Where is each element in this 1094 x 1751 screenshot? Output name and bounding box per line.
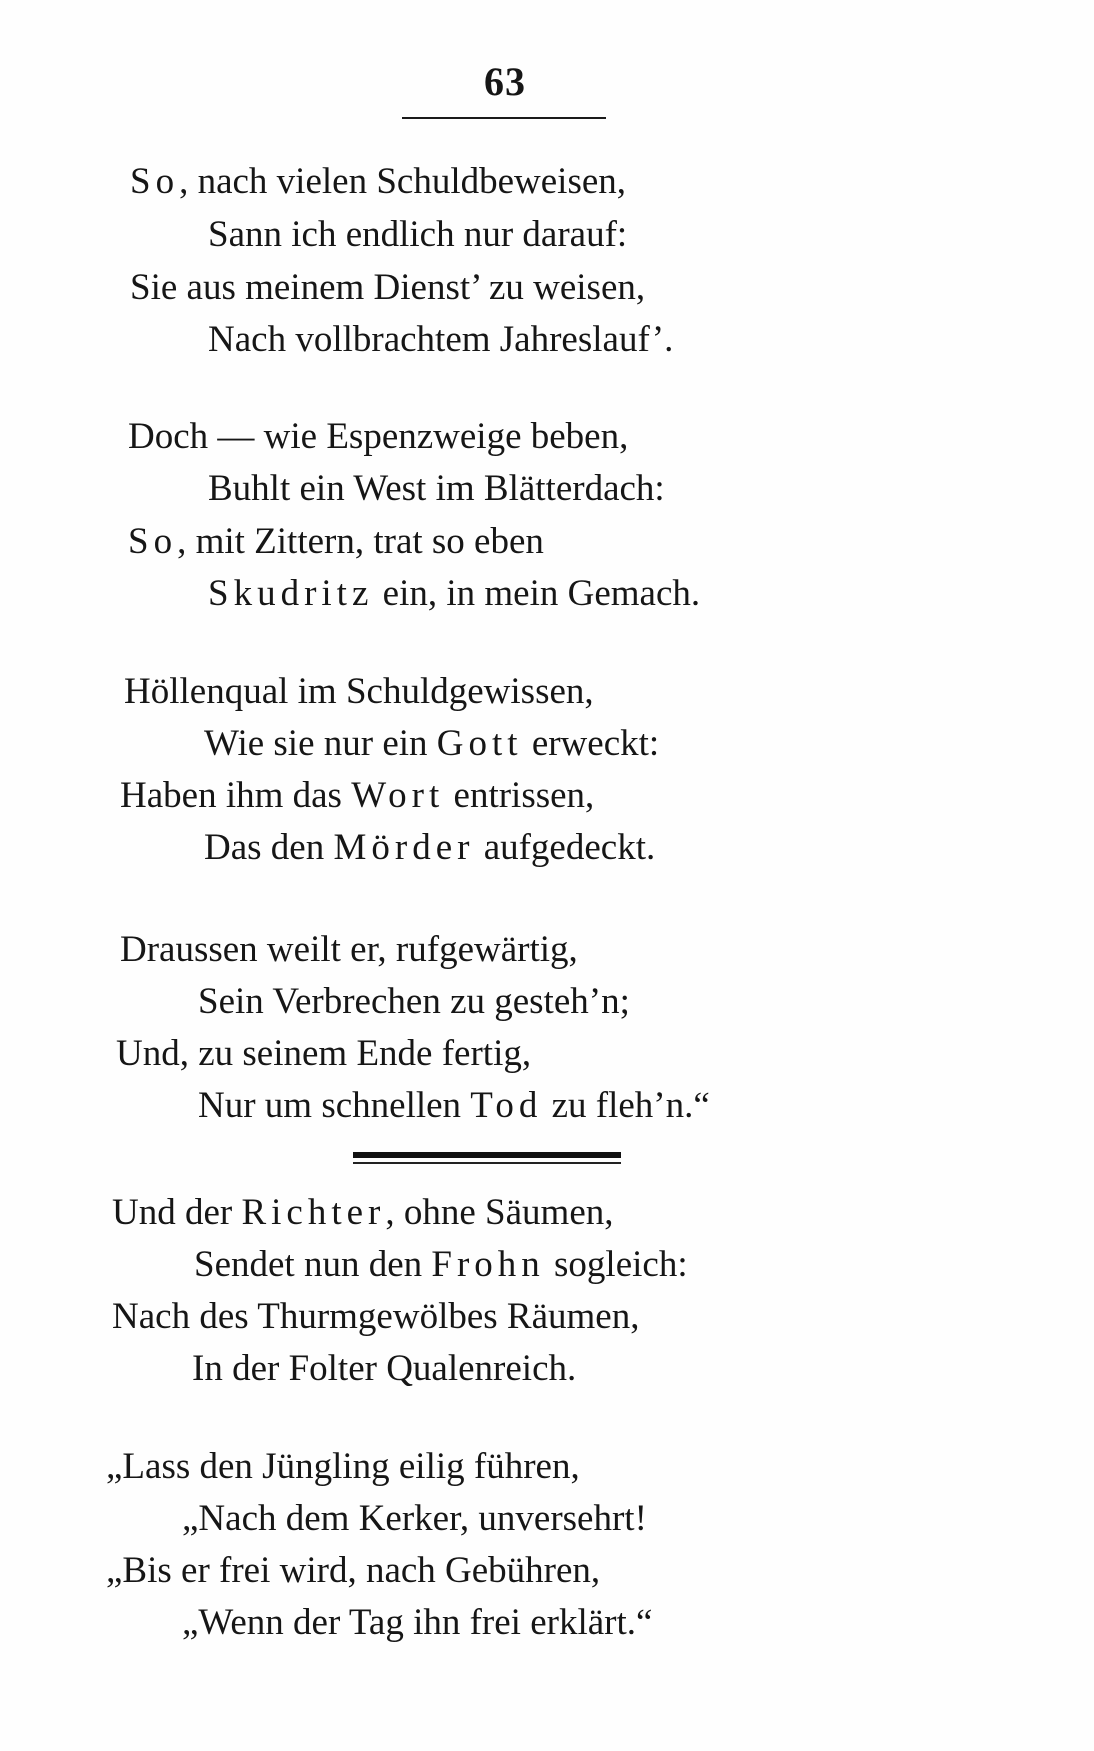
verse-line	[130, 266, 645, 310]
verse-line	[208, 213, 627, 257]
verse-text: ein, in mein Gemach.	[373, 573, 701, 614]
verse-line	[198, 980, 630, 1024]
verse-line	[112, 1295, 639, 1339]
verse-line	[120, 928, 578, 972]
verse-line	[106, 1549, 600, 1593]
verse-text: sogleich:	[544, 1244, 688, 1285]
verse-line	[204, 722, 659, 766]
verse-line	[182, 1601, 652, 1645]
verse-line	[208, 572, 700, 616]
verse-line	[128, 415, 628, 459]
verse-text: Buhlt ein West im Blätterdach:	[208, 468, 665, 509]
verse-line	[208, 467, 665, 511]
verse-text: Höllenqual im Schuldgewissen,	[124, 671, 594, 712]
verse-text: Wie sie nur ein	[204, 723, 437, 764]
verse-line	[116, 1032, 531, 1076]
verse-text: zu fleh’n.“	[542, 1085, 710, 1126]
section-divider-thick	[353, 1152, 621, 1158]
verse-line	[130, 160, 626, 204]
spaced-emphasis: So	[128, 521, 178, 562]
section-divider-thin	[353, 1162, 621, 1164]
spaced-emphasis: Skudritz	[208, 573, 374, 614]
verse-text: Und, zu seinem Ende fertig,	[116, 1033, 532, 1074]
verse-text: Sie aus meinem Dienst’ zu weisen,	[130, 267, 646, 308]
spaced-emphasis: Gott	[436, 723, 523, 764]
verse-text: „Wenn der Tag ihn frei erklärt.“	[182, 1602, 653, 1643]
verse-text: Nur um schnellen	[198, 1085, 471, 1126]
verse-text: Nach vollbrachtem Jahreslauf’.	[208, 319, 674, 360]
verse-text: , mit Zittern, trat so eben	[177, 521, 544, 562]
verse-line	[112, 1191, 614, 1235]
verse-text: Haben ihm das	[120, 775, 352, 816]
spaced-emphasis: Tod	[470, 1085, 543, 1126]
verse-text: , ohne Säumen,	[385, 1192, 614, 1233]
verse-line	[192, 1347, 576, 1391]
verse-text: aufgedeckt.	[474, 827, 656, 868]
verse-text: Das den	[204, 827, 334, 868]
verse-line	[128, 520, 544, 564]
spaced-emphasis: Frohn	[431, 1244, 545, 1285]
verse-text: „Lass den Jüngling eilig führen,	[106, 1446, 580, 1487]
verse-line	[198, 1084, 710, 1128]
verse-line	[124, 670, 594, 714]
verse-line	[182, 1497, 647, 1541]
verse-text: erweckt:	[522, 723, 660, 764]
spaced-emphasis: So	[130, 161, 180, 202]
verse-line	[194, 1243, 688, 1287]
verse-line	[106, 1445, 580, 1489]
spaced-emphasis: Richter	[241, 1192, 386, 1233]
verse-text: Nach des Thurmgewölbes Räumen,	[112, 1296, 640, 1337]
verse-text: In der Folter Qualenreich.	[192, 1348, 577, 1389]
header-rule	[402, 117, 606, 119]
spaced-emphasis: Wort	[351, 775, 445, 816]
verse-text: Und der	[112, 1192, 242, 1233]
verse-text: Doch — wie Espenzweige beben,	[128, 416, 629, 457]
verse-text: „Nach dem Kerker, unversehrt!	[182, 1498, 647, 1539]
verse-line	[208, 318, 673, 362]
verse-text: , nach vielen Schuldbeweisen,	[179, 161, 627, 202]
page-number: 63	[484, 59, 526, 104]
verse-text: Sein Verbrechen zu gesteh’n;	[198, 981, 630, 1022]
verse-text: entrissen,	[444, 775, 595, 816]
verse-line	[204, 826, 655, 870]
verse-line	[120, 774, 594, 818]
verse-text: Sendet nun den	[194, 1244, 432, 1285]
verse-text: „Bis er frei wird, nach Gebühren,	[106, 1550, 601, 1591]
verse-text: Draussen weilt er, rufgewärtig,	[120, 929, 578, 970]
spaced-emphasis: Mörder	[333, 827, 475, 868]
verse-text: Sann ich endlich nur darauf:	[208, 214, 628, 255]
